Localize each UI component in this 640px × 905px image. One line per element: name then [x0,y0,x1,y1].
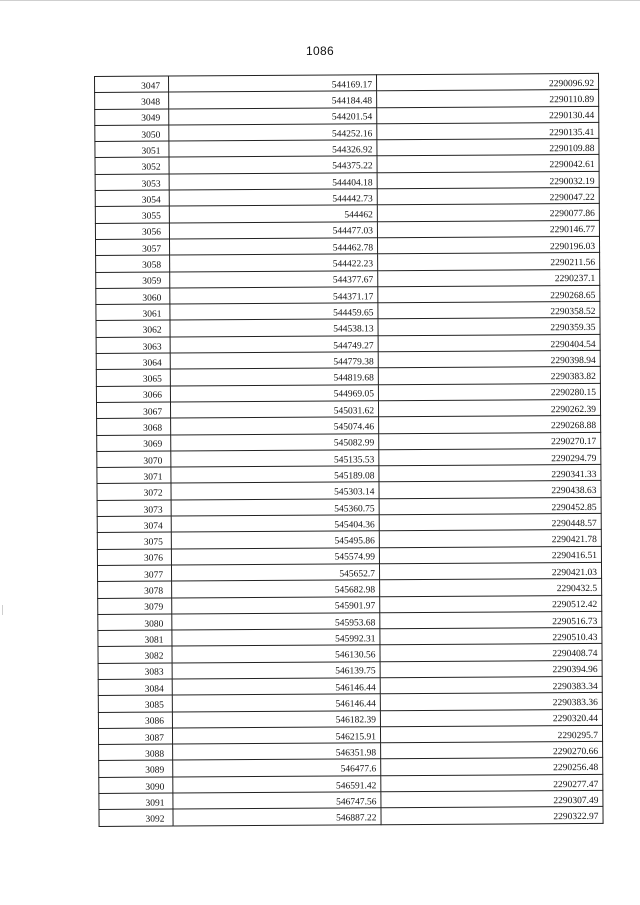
x-coordinate-cell: 545360.75 [171,498,379,516]
point-id-cell: 3053 [95,174,169,191]
y-coordinate-cell: 2290421.78 [379,530,601,548]
point-id-cell: 3059 [96,272,170,289]
point-id-cell: 3085 [98,695,172,712]
point-id-cell: 3069 [97,435,171,452]
y-coordinate-cell: 2290452.85 [379,497,601,515]
point-id-cell: 3048 [95,92,169,109]
y-coordinate-cell: 2290042.61 [377,155,599,173]
point-id-cell: 3072 [97,483,171,500]
x-coordinate-cell: 546747.56 [173,792,381,810]
y-coordinate-cell: 2290294.79 [379,448,601,466]
point-id-cell: 3050 [95,125,169,142]
y-coordinate-cell: 2290262.39 [378,399,600,417]
x-coordinate-cell: 546146.44 [172,694,380,712]
point-id-cell: 3062 [96,320,170,337]
x-coordinate-cell: 544462.78 [169,238,377,256]
x-coordinate-cell: 545031.62 [170,401,378,419]
x-coordinate-cell: 544462 [169,205,377,223]
point-id-cell: 3052 [95,158,169,175]
x-coordinate-cell: 546139.75 [172,661,380,679]
point-id-cell: 3092 [99,809,173,826]
point-id-cell: 3080 [98,614,172,631]
x-coordinate-cell: 544377.67 [170,270,378,288]
x-coordinate-cell: 545495.86 [171,531,379,549]
point-id-cell: 3074 [97,516,171,533]
x-coordinate-cell: 544404.18 [169,173,377,191]
x-coordinate-cell: 545901.97 [172,596,380,614]
x-coordinate-cell: 544252.16 [169,124,377,142]
point-id-cell: 3078 [98,581,172,598]
point-id-cell: 3079 [98,598,172,615]
y-coordinate-cell: 2290359.35 [378,318,600,336]
x-coordinate-cell: 545992.31 [172,629,380,647]
coordinates-table-body [95,73,604,826]
y-coordinate-cell: 2290394.96 [380,660,602,678]
y-coordinate-cell: 2290398.94 [378,350,600,368]
y-coordinate-cell: 2290047.22 [377,187,599,205]
point-id-cell: 3051 [95,141,169,158]
x-coordinate-cell: 546215.91 [172,727,380,745]
point-id-cell: 3058 [96,255,170,272]
y-coordinate-cell: 2290421.03 [379,562,601,580]
point-id-cell: 3089 [99,761,173,778]
x-coordinate-cell: 545953.68 [172,613,380,631]
point-id-cell: 3063 [96,337,170,354]
point-id-cell: 3077 [97,565,171,582]
point-id-cell: 3088 [99,744,173,761]
x-coordinate-cell: 544375.22 [169,156,377,174]
y-coordinate-cell: 2290358.52 [378,302,600,320]
x-coordinate-cell: 544184.48 [169,91,377,109]
x-coordinate-cell: 544969.05 [170,384,378,402]
coordinates-table [94,73,604,827]
x-coordinate-cell: 545574.99 [171,547,379,565]
y-coordinate-cell: 2290416.51 [379,546,601,564]
x-coordinate-cell: 544326.92 [169,140,377,158]
scan-top-edge [0,0,640,1]
x-coordinate-cell: 544459.65 [170,303,378,321]
point-id-cell: 3049 [95,109,169,126]
y-coordinate-cell: 2290077.86 [377,204,599,222]
page-number: 1086 [306,44,334,58]
point-id-cell: 3066 [96,386,170,403]
y-coordinate-cell: 2290322.97 [381,807,603,825]
x-coordinate-cell: 545189.08 [171,466,379,484]
x-coordinate-cell: 545682.98 [172,580,380,598]
y-coordinate-cell: 2290516.73 [380,611,602,629]
y-coordinate-cell: 2290256.48 [381,758,603,776]
x-coordinate-cell: 546130.56 [172,645,380,663]
y-coordinate-cell: 2290510.43 [380,628,602,646]
y-coordinate-cell: 2290277.47 [381,774,603,792]
point-id-cell: 3061 [96,304,170,321]
point-id-cell: 3054 [95,190,169,207]
x-coordinate-cell: 545303.14 [171,482,379,500]
point-id-cell: 3065 [96,369,170,386]
x-coordinate-cell: 546182.39 [172,710,380,728]
x-coordinate-cell: 545652.7 [171,564,379,582]
x-coordinate-cell: 544442.73 [169,189,377,207]
table-row [99,807,603,826]
y-coordinate-cell: 2290341.33 [379,465,601,483]
point-id-cell: 3087 [98,728,172,745]
point-id-cell: 3082 [98,646,172,663]
point-id-cell: 3076 [97,549,171,566]
y-coordinate-cell: 2290096.92 [376,73,598,91]
y-coordinate-cell: 2290130.44 [377,106,599,124]
point-id-cell: 3083 [98,663,172,680]
y-coordinate-cell: 2290270.66 [381,742,603,760]
point-id-cell: 3086 [98,712,172,729]
y-coordinate-cell: 2290109.88 [377,139,599,157]
point-id-cell: 3091 [99,793,173,810]
point-id-cell: 3075 [97,532,171,549]
y-coordinate-cell: 2290268.65 [378,285,600,303]
point-id-cell: 3073 [97,500,171,517]
point-id-cell: 3047 [95,76,169,93]
point-id-cell: 3064 [96,353,170,370]
y-coordinate-cell: 2290383.82 [378,367,600,385]
x-coordinate-cell: 544201.54 [169,107,377,125]
scan-left-mark [2,605,3,615]
y-coordinate-cell: 2290448.57 [379,513,601,531]
x-coordinate-cell: 545135.53 [171,450,379,468]
y-coordinate-cell: 2290383.36 [380,693,602,711]
x-coordinate-cell: 545082.99 [171,433,379,451]
y-coordinate-cell: 2290295.7 [380,725,602,743]
x-coordinate-cell: 546887.22 [173,808,381,826]
point-id-cell: 3060 [96,288,170,305]
y-coordinate-cell: 2290404.54 [378,334,600,352]
y-coordinate-cell: 2290408.74 [380,644,602,662]
point-id-cell: 3067 [96,402,170,419]
y-coordinate-cell: 2290268.88 [379,416,601,434]
x-coordinate-cell: 544169.17 [169,75,377,93]
point-id-cell: 3084 [98,679,172,696]
x-coordinate-cell: 544819.68 [170,368,378,386]
point-id-cell: 3068 [97,418,171,435]
x-coordinate-cell: 544538.13 [170,319,378,337]
y-coordinate-cell: 2290237.1 [378,269,600,287]
y-coordinate-cell: 2290280.15 [378,383,600,401]
x-coordinate-cell: 546591.42 [173,776,381,794]
x-coordinate-cell: 546351.98 [173,743,381,761]
y-coordinate-cell: 2290146.77 [377,220,599,238]
point-id-cell: 3081 [98,630,172,647]
y-coordinate-cell: 2290383.34 [380,676,602,694]
point-id-cell: 3071 [97,467,171,484]
x-coordinate-cell: 544477.03 [169,221,377,239]
point-id-cell: 3055 [95,206,169,223]
y-coordinate-cell: 2290320.44 [380,709,602,727]
x-coordinate-cell: 545074.46 [171,417,379,435]
x-coordinate-cell: 546477.6 [173,759,381,777]
y-coordinate-cell: 2290135.41 [377,122,599,140]
y-coordinate-cell: 2290438.63 [379,481,601,499]
y-coordinate-cell: 2290110.89 [377,90,599,108]
x-coordinate-cell: 544779.38 [170,352,378,370]
y-coordinate-cell: 2290307.49 [381,790,603,808]
point-id-cell: 3057 [95,239,169,256]
y-coordinate-cell: 2290032.19 [377,171,599,189]
point-id-cell: 3056 [95,223,169,240]
x-coordinate-cell: 545404.36 [171,515,379,533]
x-coordinate-cell: 544422.23 [170,254,378,272]
y-coordinate-cell: 2290211.56 [378,253,600,271]
y-coordinate-cell: 2290432.5 [380,579,602,597]
point-id-cell: 3090 [99,777,173,794]
point-id-cell: 3070 [97,451,171,468]
x-coordinate-cell: 546146.44 [172,678,380,696]
x-coordinate-cell: 544749.27 [170,336,378,354]
y-coordinate-cell: 2290196.03 [377,236,599,254]
y-coordinate-cell: 2290512.42 [380,595,602,613]
x-coordinate-cell: 544371.17 [170,287,378,305]
y-coordinate-cell: 2290270.17 [379,432,601,450]
